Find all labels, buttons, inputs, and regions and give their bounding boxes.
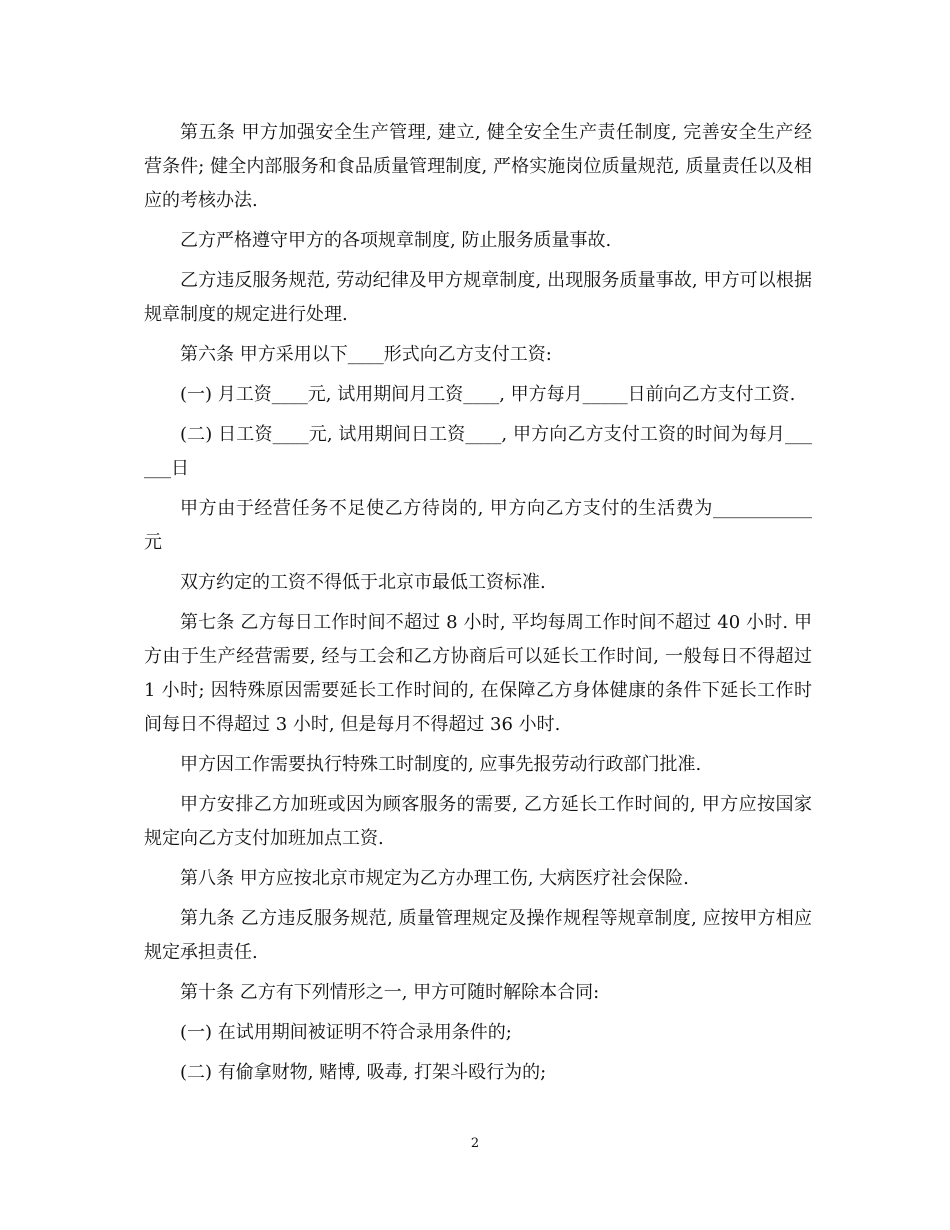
paragraph-article-6: 第六条 甲方采用以下____形式向乙方支付工资: <box>180 344 552 365</box>
paragraph-article-8: 第八条 甲方应按北京市规定为乙方办理工伤, 大病医疗社会保险. <box>180 868 689 889</box>
paragraph-list-item: (二) 日工资____元, 试用期间日工资____, 甲方向乙方支付工资的时间为每月______日 <box>144 424 812 479</box>
paragraph: 甲方因工作需要执行特殊工时制度的, 应事先报劳动行政部门批准. <box>180 754 702 775</box>
paragraph-list-item: (二) 有偷拿财物, 赌博, 吸毒, 打架斗殴行为的; <box>180 1062 547 1083</box>
paragraph: 甲方安排乙方加班或因为顾客服务的需要, 乙方延长工作时间的, 甲方应按国家规定向乙方支付加班加点工资. <box>144 794 812 849</box>
paragraph: 双方约定的工资不得低于北京市最低工资标准. <box>180 572 546 593</box>
paragraph-list-item: (一) 月工资____元, 试用期间月工资____, 甲方每月_____日前向乙方支付工资. <box>180 384 796 405</box>
paragraph: 乙方违反服务规范, 劳动纪律及甲方规章制度, 出现服务质量事故, 甲方可以根据规章制度的规定进行处理. <box>144 270 812 325</box>
paragraph-article-10: 第十条 乙方有下列情形之一, 甲方可随时解除本合同: <box>180 982 600 1003</box>
paragraph: 乙方严格遵守甲方的各项规章制度, 防止服务质量事故. <box>180 230 612 251</box>
document-body <box>144 116 812 1096</box>
paragraph-article-7: 第七条 乙方每日工作时间不超过 8 小时, 平均每周工作时间不超过 40 小时. 甲方由于生产经营需要, 经与工会和乙方协商后可以延长工作时间, 一般每日不得超过 1 小时; 因特殊原因需要延长工作时间的, 在保障乙方身体健康的条件下延长工作时间每日不得超过 3 小时, 但是每月不得超过 36 小时. <box>144 612 812 735</box>
paragraph: 甲方由于经营任务不足使乙方待岗的, 甲方向乙方支付的生活费为___________元 <box>144 498 812 553</box>
paragraph-list-item: (一) 在试用期间被证明不符合录用条件的; <box>180 1022 512 1043</box>
page-number: 2 <box>470 1136 480 1151</box>
paragraph-article-5: 第五条 甲方加强安全生产管理, 建立, 健全安全生产责任制度, 完善安全生产经营条件; 健全内部服务和食品质量管理制度, 严格实施岗位质量规范, 质量责任以及相应的考核办法. <box>144 122 812 211</box>
paragraph-article-9: 第九条 乙方违反服务规范, 质量管理规定及操作规程等规章制度, 应按甲方相应规定承担责任. <box>144 908 812 963</box>
